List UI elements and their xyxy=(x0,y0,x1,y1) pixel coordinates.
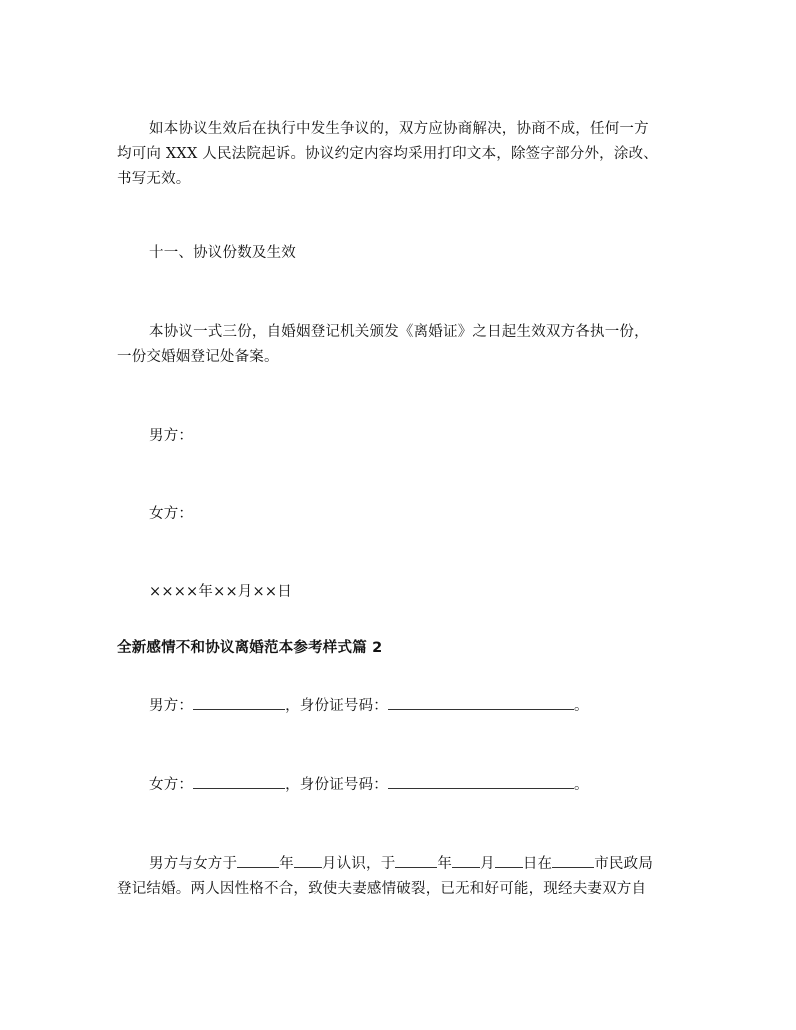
male-id-blank xyxy=(388,695,574,710)
male-id-label: ，身份证号码： xyxy=(285,698,389,714)
marriage-text-4: 年 xyxy=(437,856,453,872)
marry-month-blank xyxy=(452,853,480,868)
male-party-line xyxy=(149,694,719,718)
section-heading-2: 全新感情不和协议离婚范本参考样式篇 2 xyxy=(117,640,383,656)
female-label: 女方： xyxy=(149,777,194,793)
female-name-blank xyxy=(193,774,285,789)
female-party-line xyxy=(149,773,719,797)
marriage-text-3: 月认识，于 xyxy=(321,856,396,872)
marriage-text-2: 年 xyxy=(279,856,294,872)
paragraph-dispute-line-1: 如本协议生效后在执行中发生争议的，双方应协商解决，协商不成，任何一方 xyxy=(149,121,649,137)
marriage-text-1: 男方与女方于 xyxy=(149,856,238,872)
marriage-text-5: 月 xyxy=(480,856,495,872)
female-id-label: ，身份证号码： xyxy=(285,777,389,793)
paragraph-copies-line-2: 一份交婚姻登记处备案。 xyxy=(117,349,279,365)
signature-male: 男方： xyxy=(149,428,194,444)
male-label: 男方： xyxy=(149,698,194,714)
section-11-title: 十一、协议份数及生效 xyxy=(149,245,296,261)
marriage-paragraph-line-2: 登记结婚。两人因性格不合，致使夫妻感情破裂，已无和好可能，现经夫妻双方自 xyxy=(117,881,647,897)
marriage-paragraph-line-1 xyxy=(149,852,719,876)
marriage-text-7: 市民政局 xyxy=(594,856,654,872)
marry-day-blank xyxy=(495,853,523,868)
male-line-end: 。 xyxy=(574,698,589,714)
paragraph-dispute-line-3: 书写无效。 xyxy=(117,171,191,187)
marriage-text-6: 日在 xyxy=(522,856,553,872)
female-line-end: 。 xyxy=(574,777,589,793)
signature-female: 女方： xyxy=(149,506,194,522)
male-name-blank xyxy=(193,695,285,710)
city-blank xyxy=(552,853,594,868)
meet-month-blank xyxy=(294,853,322,868)
signature-date: ××××年××月××日 xyxy=(149,584,292,600)
meet-year-blank xyxy=(237,853,279,868)
female-id-blank xyxy=(388,774,574,789)
marry-year-blank xyxy=(395,853,437,868)
paragraph-copies-line-1: 本协议一式三份，自婚姻登记机关颁发《离婚证》之日起生效双方各执一份， xyxy=(149,324,649,340)
paragraph-dispute-line-2: 均可向 XXX 人民法院起诉。协议约定内容均采用打印文本，除签字部分外，涂改、 xyxy=(117,146,658,162)
